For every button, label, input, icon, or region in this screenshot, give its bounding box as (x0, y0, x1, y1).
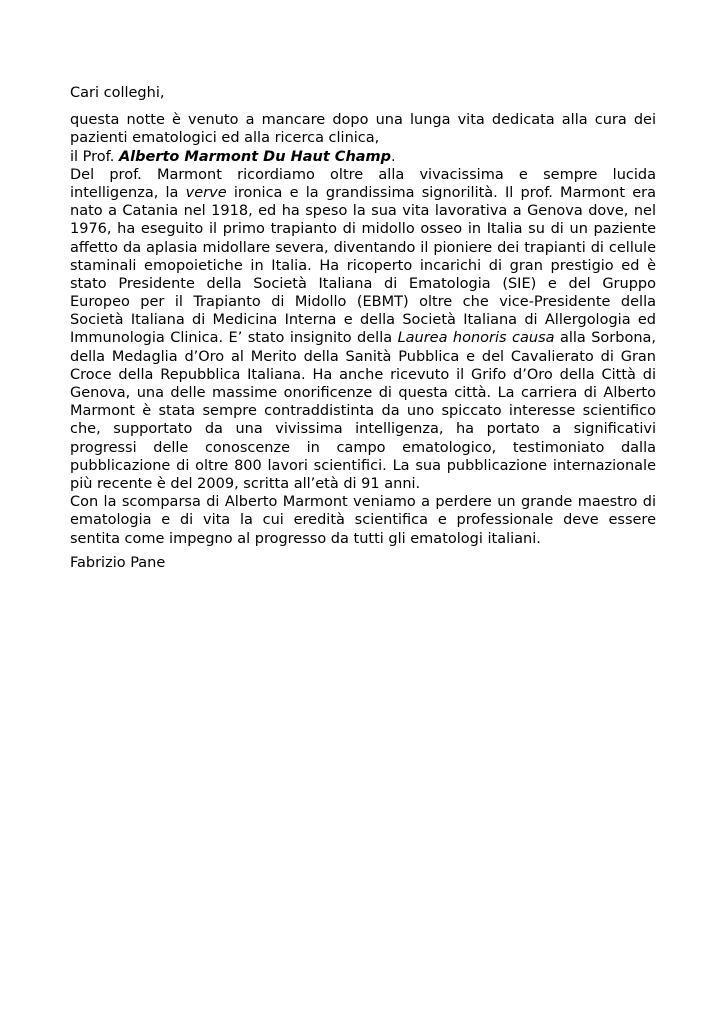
body-line: che, supportato da una vivissima intelligenza, ha portato a significativi (70, 421, 656, 438)
body-line: più recente è del 2009, scritta all’età di 91 anni. (70, 475, 421, 492)
intro-paragraph (70, 111, 656, 166)
punctuation: . (391, 148, 396, 165)
intro-line (70, 148, 656, 166)
letter (70, 84, 656, 572)
body-line: Del prof. Marmont ricordiamo oltre alla vivacissima e sempre lucida (70, 166, 656, 183)
body-line: Marmont è stata sempre contraddistinta da uno spiccato interesse scientifico (70, 403, 656, 420)
body-line: Europeo per il Trapianto di Midollo (EBMT) oltre che vice-Presidente della (70, 294, 656, 311)
text-run: ironica e la grandissima signorilità. Il prof. Marmont era (226, 184, 656, 201)
signature: Fabrizio Pane (70, 554, 166, 571)
text-run: alla Sorbona, (554, 330, 656, 347)
closing-line: ematologia e di vita la cui eredità scientifica e professionale deve essere (70, 512, 656, 529)
text-run: intelligenza, la (70, 184, 186, 201)
body-line: affetto da aplasia midollare severa, diventando il pioniere dei trapianti di cellule (70, 239, 656, 256)
body-line (70, 329, 656, 347)
body-paragraph (70, 166, 656, 493)
closing-line: sentita come impegno al progresso da tutti gli ematologi italiani. (70, 530, 541, 547)
body-line: stato Presidente della Società Italiana di Ematologia (SIE) e del Gruppo (70, 275, 656, 292)
italic-term: Laurea honoris causa (397, 330, 555, 347)
prof-prefix: il Prof. (70, 148, 119, 165)
intro-line: questa notte è venuto a mancare dopo una lunga vita dedicata alla cura dei (70, 112, 656, 129)
body-line: 1976, ha eseguito il primo trapianto di midollo osseo in Italia su di un paziente (70, 221, 656, 238)
body-line: Genova, una delle massime onorificenze di questa città. La carriera di Alberto (70, 385, 656, 401)
text-run: Immunologia Clinica. E’ stato insignito della (70, 330, 398, 347)
deceased-name: Alberto Marmont Du Haut Champ (118, 148, 392, 165)
body-line: Croce della Repubblica Italiana. Ha anche ricevuto il Grifo d’Oro della Città di (70, 366, 656, 383)
paragraph-gap (70, 102, 656, 111)
closing-line: Con la scomparsa di Alberto Marmont veniamo a perdere un grande maestro di (70, 494, 656, 511)
body-line: progressi delle conoscenze in campo ematologico, testimoniato dalla (70, 439, 656, 456)
body-line: Società Italiana di Medicina Interna e della Società Italiana di Allergologia ed (70, 312, 656, 329)
body-line: staminali emopoietiche in Italia. Ha ricoperto incarichi di gran prestigio ed è (70, 257, 656, 274)
body-line (70, 184, 656, 202)
intro-line: pazienti ematologici ed alla ricerca clinica, (70, 130, 380, 147)
italic-term: verve (185, 184, 227, 201)
body-line: pubblicazione di oltre 800 lavori scientifici. La sua pubblicazione internazionale (70, 457, 656, 474)
body-line: della Medaglia d’Oro al Merito della Sanità Pubblica e del Cavalierato di Gran (70, 348, 656, 365)
greeting: Cari colleghi, (70, 85, 165, 101)
closing-paragraph (70, 493, 656, 548)
body-line: nato a Catania nel 1918, ed ha speso la sua vita lavorativa a Genova dove, nel (70, 203, 656, 220)
